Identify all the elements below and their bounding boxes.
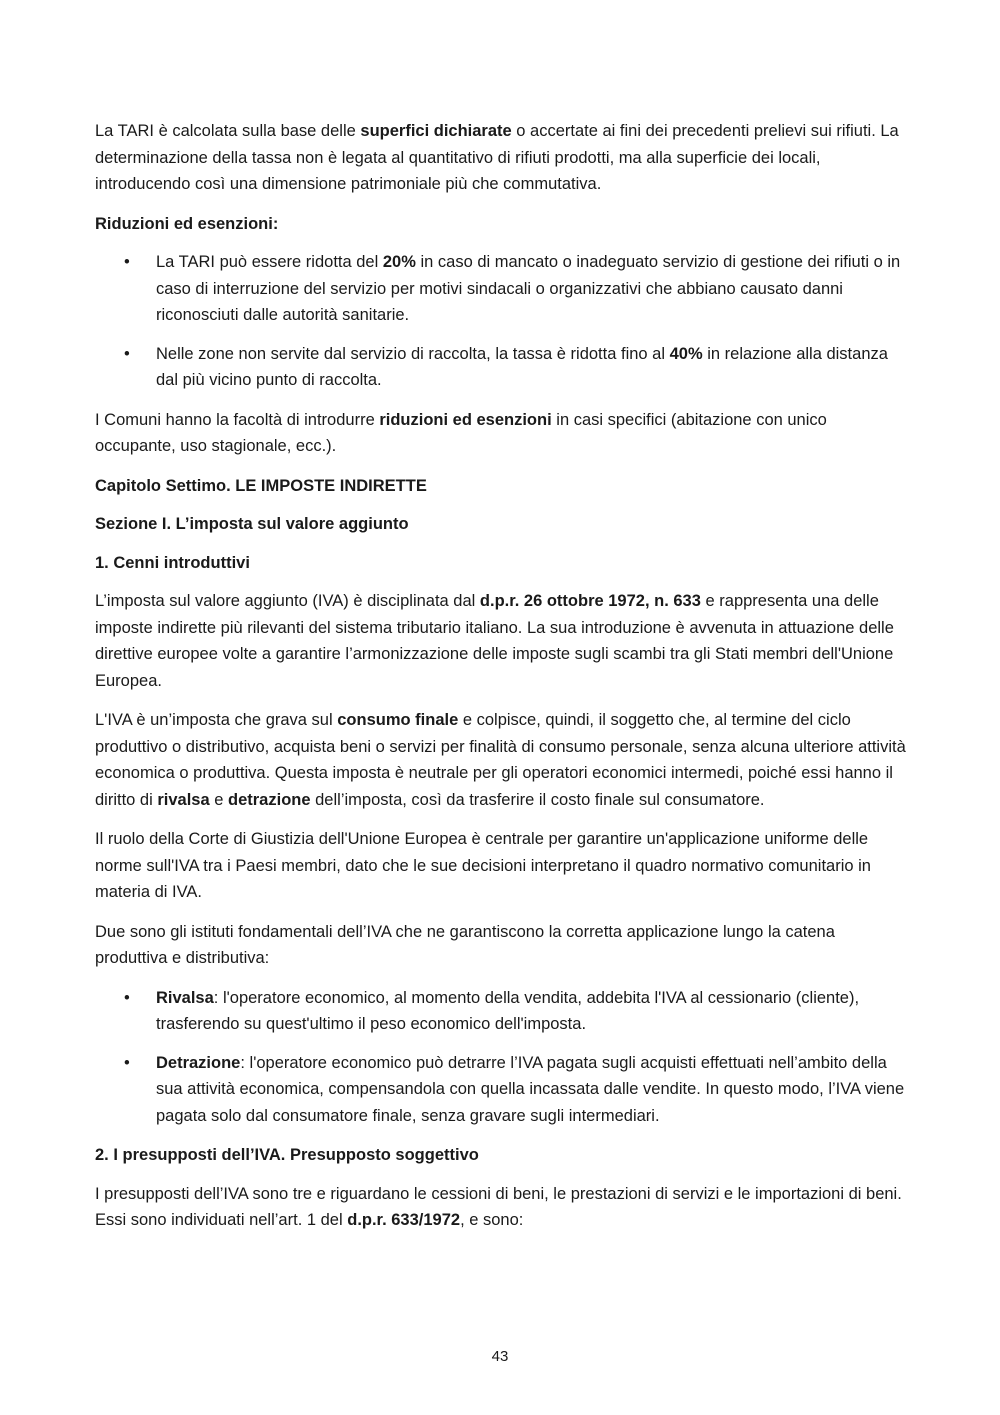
bullet-icon: •: [124, 988, 130, 1007]
paragraph-iva-consumo: L'IVA è un’imposta che grava sul consumo finale e colpisce, quindi, il soggetto che, al termine del ciclo produttivo o distributivo, acquista beni o servizi per finalità di consumo personale, senza alcuna ulteriore attività economica o produttiva. Questa imposta è neutrale per gli operatori economici intermedi, poiché essi hanno il diritto di rivalsa e detrazione dell’imposta, così da trasferire il costo finale sul consumatore.: [95, 711, 906, 809]
page-number: 43: [491, 1348, 509, 1365]
paragraph-tari-calcolo: La TARI è calcolata sulla base delle superfici dichiarate o accertate ai fini dei precedenti prelievi sui rifiuti. La determinazione della tassa non è legata al quantitativo di rifiuti prodotti, ma alla superficie dei locali, introducendo così una dimensione patrimoniale più che commutativa.: [95, 122, 899, 193]
bullet-icon: •: [124, 253, 130, 271]
heading-presupposti: 2. I presupposti dell’IVA. Presupposto soggettivo: [95, 1146, 479, 1164]
list-riduzioni: [95, 249, 907, 394]
bold-text: superfici dichiarate: [360, 122, 512, 140]
document-page: [95, 118, 907, 1247]
paragraph-comuni: I Comuni hanno la facoltà di introdurre riduzioni ed esenzioni in casi specifici (abitazione con unico occupante, uso stagionale, ecc.).: [95, 410, 827, 455]
list-item: • Nelle zone non servite dal servizio di raccolta, la tassa è ridotta fino al 40% in relazione alla distanza dal più vicino punto di raccolta.: [95, 341, 907, 394]
bullet-icon: •: [124, 1053, 130, 1072]
bullet-icon: •: [124, 344, 130, 363]
list-item: • Rivalsa: l'operatore economico, al momento della vendita, addebita l'IVA al cessionario (cliente), trasferendo su quest'ultimo il peso economico dell'imposta.: [95, 985, 907, 1038]
list-istituti: [95, 985, 907, 1130]
paragraph-corte-giustizia: Il ruolo della Corte di Giustizia dell'Unione Europea è centrale per garantire un'applicazione uniforme delle norme sull'IVA tra i Paesi membri, dato che le sue decisioni interpretano il quadro normativo comunitario in materia di IVA.: [95, 830, 871, 901]
heading-sezione: Sezione I. L’imposta sul valore aggiunto: [95, 515, 409, 533]
paragraph-iva-disciplina: L’imposta sul valore aggiunto (IVA) è disciplinata dal d.p.r. 26 ottobre 1972, n. 633 e rappresenta una delle imposte indirette più rilevanti del sistema tributario italiano. La sua introduzione è avvenuta in attuazione delle direttive europee volte a garantire l’armonizzazione delle imposte sugli scambi tra gli Stati membri dell'Unione Europea.: [95, 592, 894, 690]
heading-cenni: 1. Cenni introduttivi: [95, 553, 250, 572]
heading-capitolo: Capitolo Settimo. LE IMPOSTE INDIRETTE: [95, 476, 427, 495]
paragraph-presupposti: I presupposti dell’IVA sono tre e riguardano le cessioni di beni, le prestazioni di servizi e le importazioni di beni. Essi sono individuati nell’art. 1 del d.p.r. 633/1972, e sono:: [95, 1184, 902, 1229]
list-item: • Detrazione: l'operatore economico può detrarre l’IVA pagata sugli acquisti effettuati nell’ambito della sua attività economica, compensandola con quella incassata dalle vendite. In questo modo, l’IVA viene pagata solo dal consumatore finale, senza gravare sugli intermediari.: [95, 1050, 907, 1130]
heading-riduzioni: Riduzioni ed esenzioni:: [95, 214, 279, 233]
list-item: • La TARI può essere ridotta del 20% in caso di mancato o inadeguato servizio di gestione dei rifiuti o in caso di interruzione del servizio per motivi sindacali o organizzativi che abbiano causato danni riconosciuti dalle autorità sanitarie.: [95, 249, 907, 329]
paragraph-istituti: Due sono gli istituti fondamentali dell’IVA che ne garantiscono la corretta applicazione lungo la catena produttiva e distributiva:: [95, 922, 835, 967]
